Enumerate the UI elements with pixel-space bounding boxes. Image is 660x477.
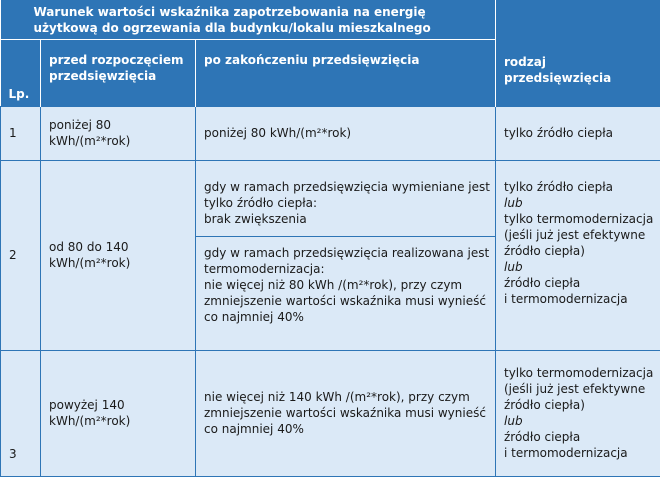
type-line: tylko termomodernizacja (jeśli już jest efektywne źródło ciepła) <box>504 211 656 259</box>
after-condition: gdy w ramach przedsięwzięcia realizowana jest termomodernizacja: <box>204 245 491 277</box>
row-after: nie więcej niż 140 kWh /(m²*rok), przy czym zmniejszenie wartości wskaźnika musi wynieść co najmniej 40% <box>196 350 496 476</box>
header-after: po zakończeniu przedsięwzięcia <box>196 40 496 106</box>
type-line: źródło ciepła <box>504 429 656 445</box>
type-line: i termomodernizacja <box>504 291 656 307</box>
after-value: nie więcej niż 80 kWh /(m²*rok), przy czym zmniejszenie wartości wskaźnika musi wynieść co najmniej 40% <box>204 277 491 325</box>
row-before: powyżej 140 kWh/(m²*rok) <box>41 350 196 476</box>
row-before: od 80 do 140 kWh/(m²*rok) <box>41 160 196 350</box>
row-after: poniżej 80 kWh/(m²*rok) <box>196 106 496 160</box>
type-or: lub <box>504 413 656 429</box>
type-line: i termomodernizacja <box>504 445 656 461</box>
table-row <box>1 350 660 476</box>
type-line: źródło ciepła <box>504 275 656 291</box>
row-before: poniżej 80 kWh/(m²*rok) <box>41 106 196 160</box>
after-condition: gdy w ramach przedsięwzięcia wymieniane jest tylko źródło ciepła: <box>204 179 491 211</box>
row-type <box>496 106 660 160</box>
type-line: tylko źródło ciepła <box>504 179 656 195</box>
type-line: tylko źródło ciepła <box>504 125 656 141</box>
type-or: lub <box>504 195 656 211</box>
type-or: lub <box>504 259 656 275</box>
header-type: rodzaj przedsięwzięcia <box>504 55 611 85</box>
table-row <box>1 106 660 160</box>
row-type <box>496 350 660 476</box>
row-lp: 3 <box>1 350 41 476</box>
row-after-a <box>196 160 496 236</box>
header-condition-title: Warunek wartości wskaźnika zapotrzebowania na energię użytkową do ogrzewania dla budynku/lokalu mieszkalnego <box>1 0 496 40</box>
row-after-b <box>196 236 496 350</box>
table-row <box>1 160 660 236</box>
header-before: przed rozpoczęciem przedsięwzięcia <box>41 40 196 106</box>
row-lp: 2 <box>1 160 41 350</box>
row-lp: 1 <box>1 106 41 160</box>
header-top-cell <box>1 0 496 40</box>
type-line: tylko termomodernizacja (jeśli już jest efektywne źródło ciepła) <box>504 365 656 413</box>
header-lp: Lp. <box>1 40 41 106</box>
header-type-cell <box>496 0 660 106</box>
row-type <box>496 160 660 350</box>
after-value: brak zwiększenia <box>204 211 491 227</box>
